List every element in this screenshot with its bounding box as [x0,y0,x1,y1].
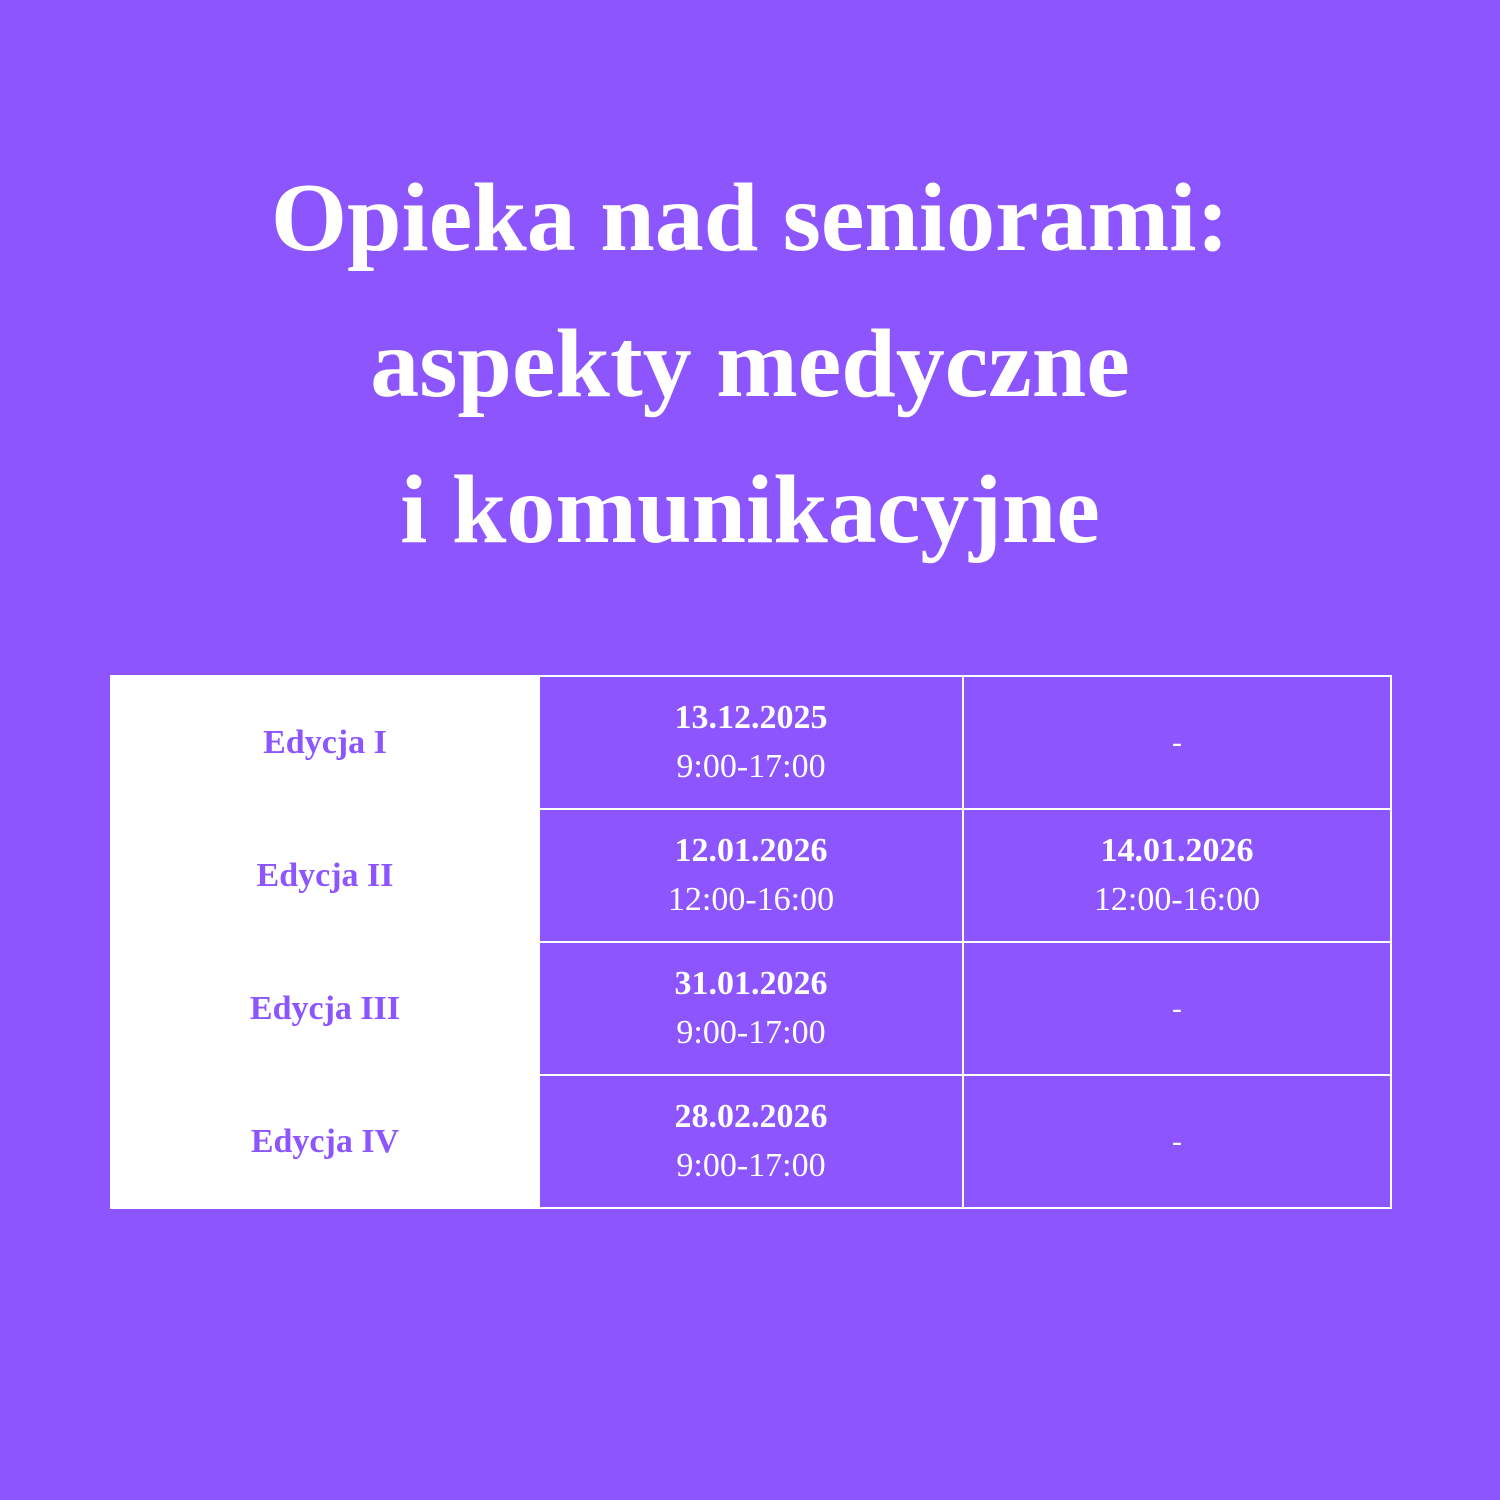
session-date: 14.01.2026 [1100,831,1254,869]
session-cell [539,809,963,942]
session-time: 9:00-17:00 [676,747,826,785]
title-line-2: aspekty medyczne [370,310,1130,418]
table-row [111,809,1391,942]
edition-label: Edycja III [111,942,539,1075]
session-date: 12.01.2026 [674,831,828,869]
session-time: 9:00-17:00 [676,1146,826,1184]
table-row [111,1075,1391,1208]
session-time: 12:00-16:00 [1093,880,1261,918]
table-row [111,942,1391,1075]
schedule-table [110,675,1392,1209]
session-cell [963,676,1391,809]
empty-slot-dash: - [1172,1124,1182,1158]
session-cell [963,942,1391,1075]
session-cell [539,942,963,1075]
title-line-1: Opieka nad seniorami: [270,164,1230,272]
session-cell [539,1075,963,1208]
edition-label: Edycja I [111,676,539,809]
table-row [111,676,1391,809]
page-title [0,145,1500,583]
session-cell [963,1075,1391,1208]
session-time: 12:00-16:00 [667,880,835,918]
title-line-3: i komunikacyjne [400,456,1100,564]
edition-label: Edycja IV [111,1075,539,1208]
session-date: 28.02.2026 [674,1097,828,1135]
session-cell [539,676,963,809]
edition-label: Edycja II [111,809,539,942]
empty-slot-dash: - [1172,991,1182,1025]
session-date: 31.01.2026 [674,964,828,1002]
session-time: 9:00-17:00 [676,1013,826,1051]
session-cell [963,809,1391,942]
empty-slot-dash: - [1172,725,1182,759]
session-date: 13.12.2025 [674,698,828,736]
